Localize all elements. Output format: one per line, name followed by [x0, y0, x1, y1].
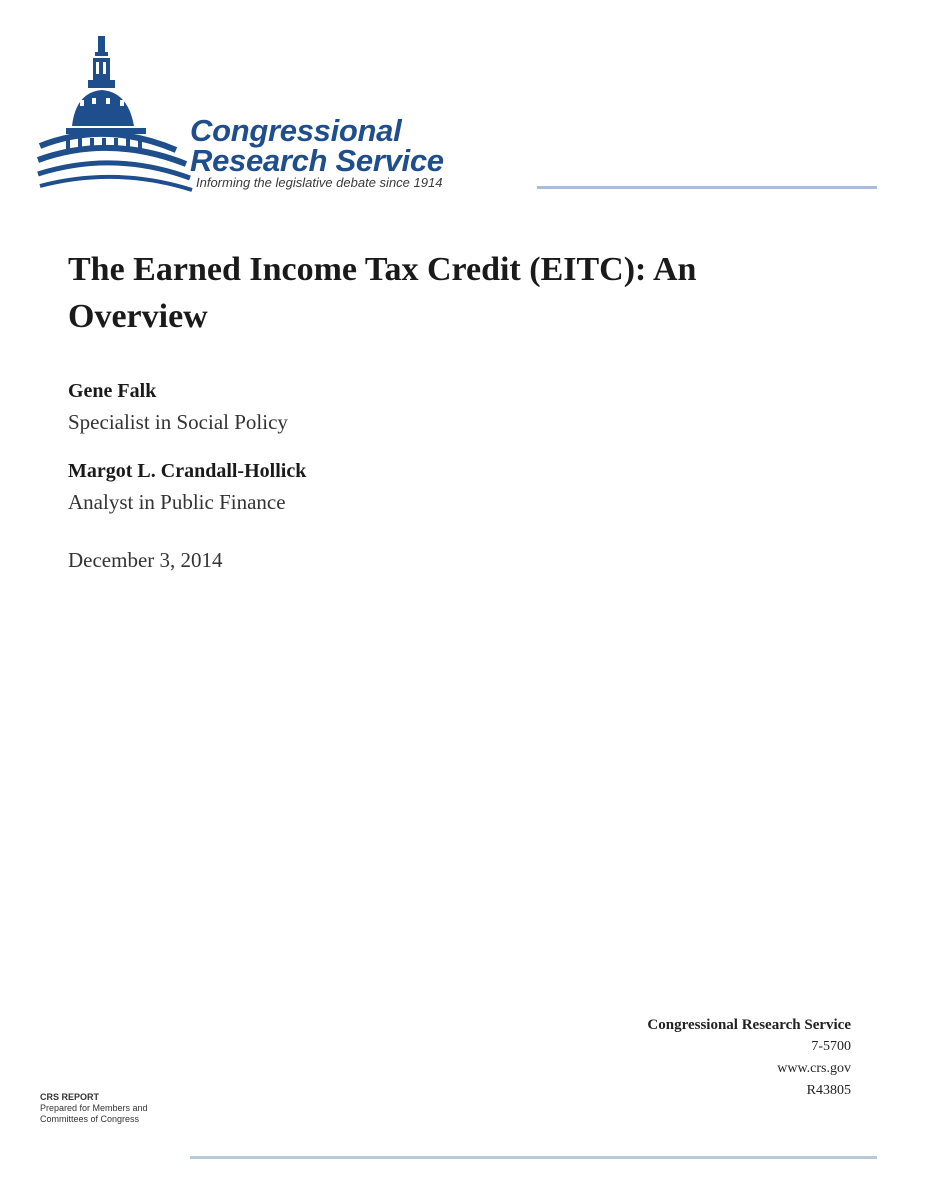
header-divider	[537, 186, 877, 189]
footer-divider	[190, 1156, 877, 1159]
report-label-title: CRS REPORT	[40, 1092, 100, 1102]
crs-brand-name	[190, 113, 444, 178]
report-title	[68, 246, 828, 340]
author-name: Margot L. Crandall-Hollick	[68, 460, 307, 482]
title-line-2: Overview	[68, 298, 208, 335]
footer-report-number: R43805	[806, 1083, 851, 1098]
footer-org-name: Congressional Research Service	[647, 1017, 851, 1033]
author-name: Gene Falk	[68, 380, 157, 402]
author-role: Specialist in Social Policy	[68, 410, 288, 434]
footer-phone: 7-5700	[811, 1039, 851, 1054]
report-label-line-2: Committees of Congress	[40, 1114, 140, 1124]
crs-capitol-logo	[36, 34, 206, 194]
footer-contact-block	[647, 1014, 851, 1102]
brand-tagline: Informing the legislative debate since 1914	[196, 175, 443, 190]
brand-line-1: Congressional	[190, 113, 402, 148]
publication-date: December 3, 2014	[68, 548, 223, 572]
title-line-1: The Earned Income Tax Credit (EITC): An	[68, 251, 697, 288]
crs-report-label	[40, 1092, 148, 1125]
author-role: Analyst in Public Finance	[68, 490, 286, 514]
footer-website: www.crs.gov	[777, 1061, 851, 1076]
brand-line-2: Research Service	[190, 143, 444, 178]
report-label-line-1: Prepared for Members and	[40, 1103, 148, 1113]
